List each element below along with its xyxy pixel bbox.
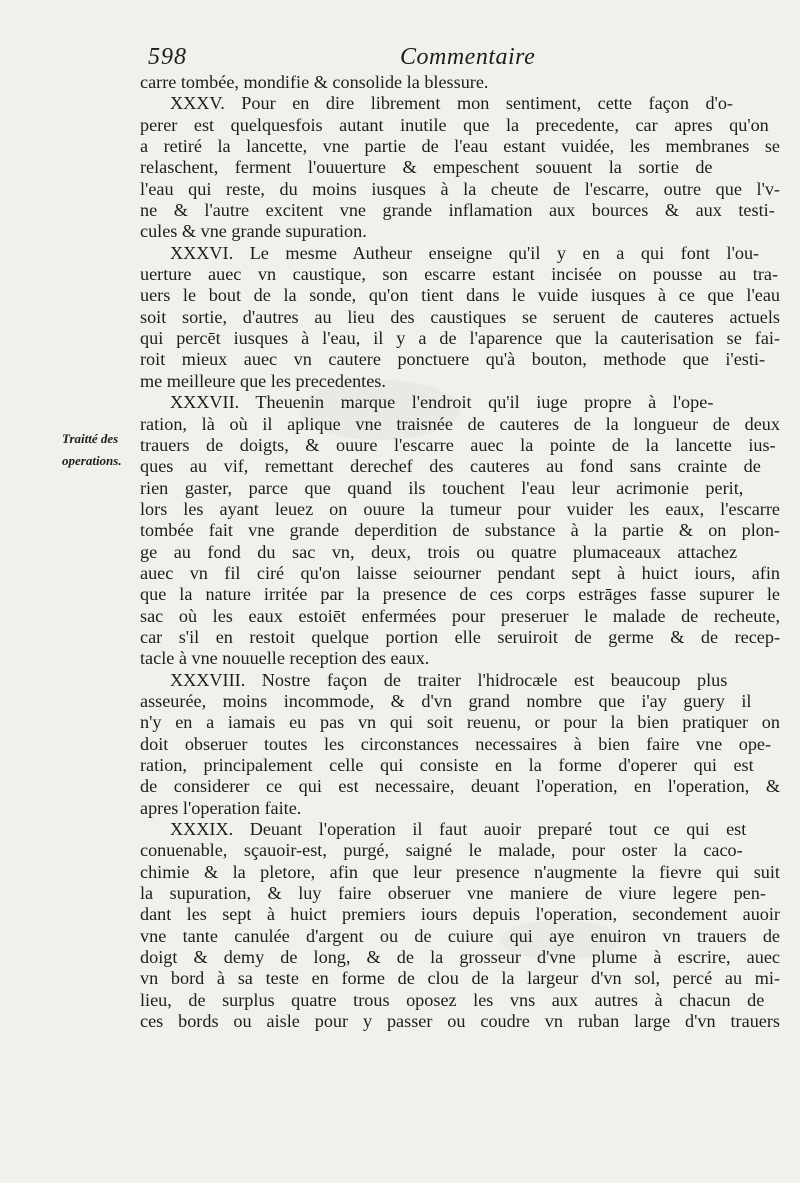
text-line: dant les sept à huict premiers iours depuis l'operation, secondement auoir — [140, 904, 780, 925]
text-line: me meilleure que les precedentes. — [140, 370, 386, 391]
body-text — [140, 72, 780, 1032]
text-line: cules & vne grande supuration. — [140, 221, 367, 242]
text-line: roit mieux auec vn cautere ponctuere qu'à bouton, methode que i'esti- — [140, 349, 766, 370]
margin-note-line: Traitté des — [62, 431, 119, 446]
running-title: Commentaire — [400, 44, 536, 70]
text-line: conuenable, sçauoir-est, purgé, saigné le malade, pour oster la caco- — [140, 840, 743, 861]
text-line: tacle à vne nouuelle reception des eaux. — [140, 648, 430, 669]
text-line: car s'il en restoit quelque portion elle seruiroit de germe & de recep- — [140, 626, 780, 647]
text-line: XXXVIII. Nostre façon de traiter l'hidrocæle est beaucoup plus — [170, 669, 728, 690]
text-line: XXXVII. Theuenin marque l'endroit qu'il iuge propre à l'ope- — [170, 392, 714, 413]
text-line: XXXVI. Le mesme Autheur enseigne qu'il y en a qui font l'ou- — [170, 242, 760, 263]
text-line: a retiré la lancette, vne partie de l'eau estant vuidée, les membranes se — [140, 136, 780, 157]
text-line: lieu, de surplus quatre trous oposez les vns aux autres à chacun de — [140, 989, 765, 1010]
text-line: vn bord à sa teste en forme de clou de la largeur d'vn sol, percé au mi- — [140, 968, 780, 989]
text-line: de considerer ce qui est necessaire, deuant l'operation, en l'operation, & — [140, 776, 780, 797]
text-line: XXXV. Pour en dire librement mon sentiment, cette façon d'o- — [170, 93, 733, 114]
text-line: ne & l'autre excitent vne grande inflamation aux bources & aux testi- — [140, 200, 775, 221]
text-line: rien gaster, parce que quand ils touchent l'eau leur acrimonie perit, — [140, 477, 744, 498]
text-line: XXXIX. Deuant l'operation il faut auoir preparé tout ce qui est — [170, 819, 747, 840]
text-line: perer est quelquesfois autant inutile que la precedente, car apres qu'on — [140, 114, 769, 135]
text-line: auec vn fil ciré qu'on laisse seiourner pendant sept à huict iours, afin — [140, 562, 780, 583]
text-line: tombée fait vne grande deperdition de substance à la partie & on plon- — [140, 520, 780, 541]
text-line: chimie & la pletore, afin que leur presence n'augmente la fievre qui suit — [140, 861, 780, 882]
text-line: que la nature irritée par la presence de ces corps estrāges fasse supurer le — [140, 584, 780, 605]
page-number: 598 — [148, 44, 187, 70]
text-line: ques au vif, remettant derechef des cauteres au fond sans crainte de — [140, 456, 761, 477]
text-line: trauers de doigts, & ouure l'escarre auec la pointe de la lancette ius- — [140, 434, 776, 455]
text-line: carre tombée, mondifie & consolide la blessure. — [140, 72, 489, 92]
text-line: sac où les eaux estoiēt enfermées pour preseruer le malade de recheute, — [140, 605, 780, 626]
text-line: la supuration, & luy faire obseruer vne maniere de viure legere pen- — [140, 883, 766, 904]
text-line: vne tante canulée d'argent ou de cuiure qui aye enuiron vn trauers de — [140, 925, 780, 946]
text-line: qui percēt iusques à l'eau, il y a de l'aparence que la cauterisation se fai- — [140, 328, 780, 349]
margin-note — [62, 428, 146, 472]
text-line: ration, principalement celle qui consiste en la forme d'operer qui est — [140, 755, 754, 775]
text-line: doit obseruer toutes les circonstances necessaires à bien faire vne ope- — [140, 733, 772, 754]
text-line: uers le bout de la sonde, qu'on tient dans le vuide iusques à ce que l'eau — [140, 285, 780, 306]
text-line: doigt & demy de long, & de la grosseur d'vne plume à escrire, auec — [140, 947, 780, 968]
text-line: ge au fond du sac vn, deux, trois ou quatre plumaceaux attachez — [140, 541, 738, 562]
text-line: relaschent, ferment l'ouuerture & empeschent souuent la sortie de — [140, 157, 713, 178]
text-line: l'eau qui reste, du moins iusques à la cheute de l'escarre, outre que l'v- — [140, 178, 780, 199]
text-line: ces bords ou aisle pour y passer ou coudre vn ruban large d'vn trauers — [140, 1011, 780, 1032]
text-line: apres l'operation faite. — [140, 797, 302, 818]
text-line: uerture auec vn caustique, son escarre estant incisée on pousse au tra- — [140, 264, 779, 285]
margin-note-line: operations. — [62, 453, 122, 468]
text-line: asseurée, moins incommode, & d'vn grand nombre que i'ay guery il — [140, 690, 752, 711]
text-line: n'y en a iamais eu pas vn qui soit reuenu, or pour la bien pratiquer on — [140, 712, 780, 733]
text-line: ration, là où il aplique vne traisnée de cauteres de la longueur de deux — [140, 413, 780, 434]
text-line: lors les ayant leuez on ouure la tumeur pour vuider les eaux, l'escarre — [140, 498, 780, 519]
text-line: soit sortie, d'autres au lieu des caustiques se seruent de cauteres actuels — [140, 306, 780, 327]
